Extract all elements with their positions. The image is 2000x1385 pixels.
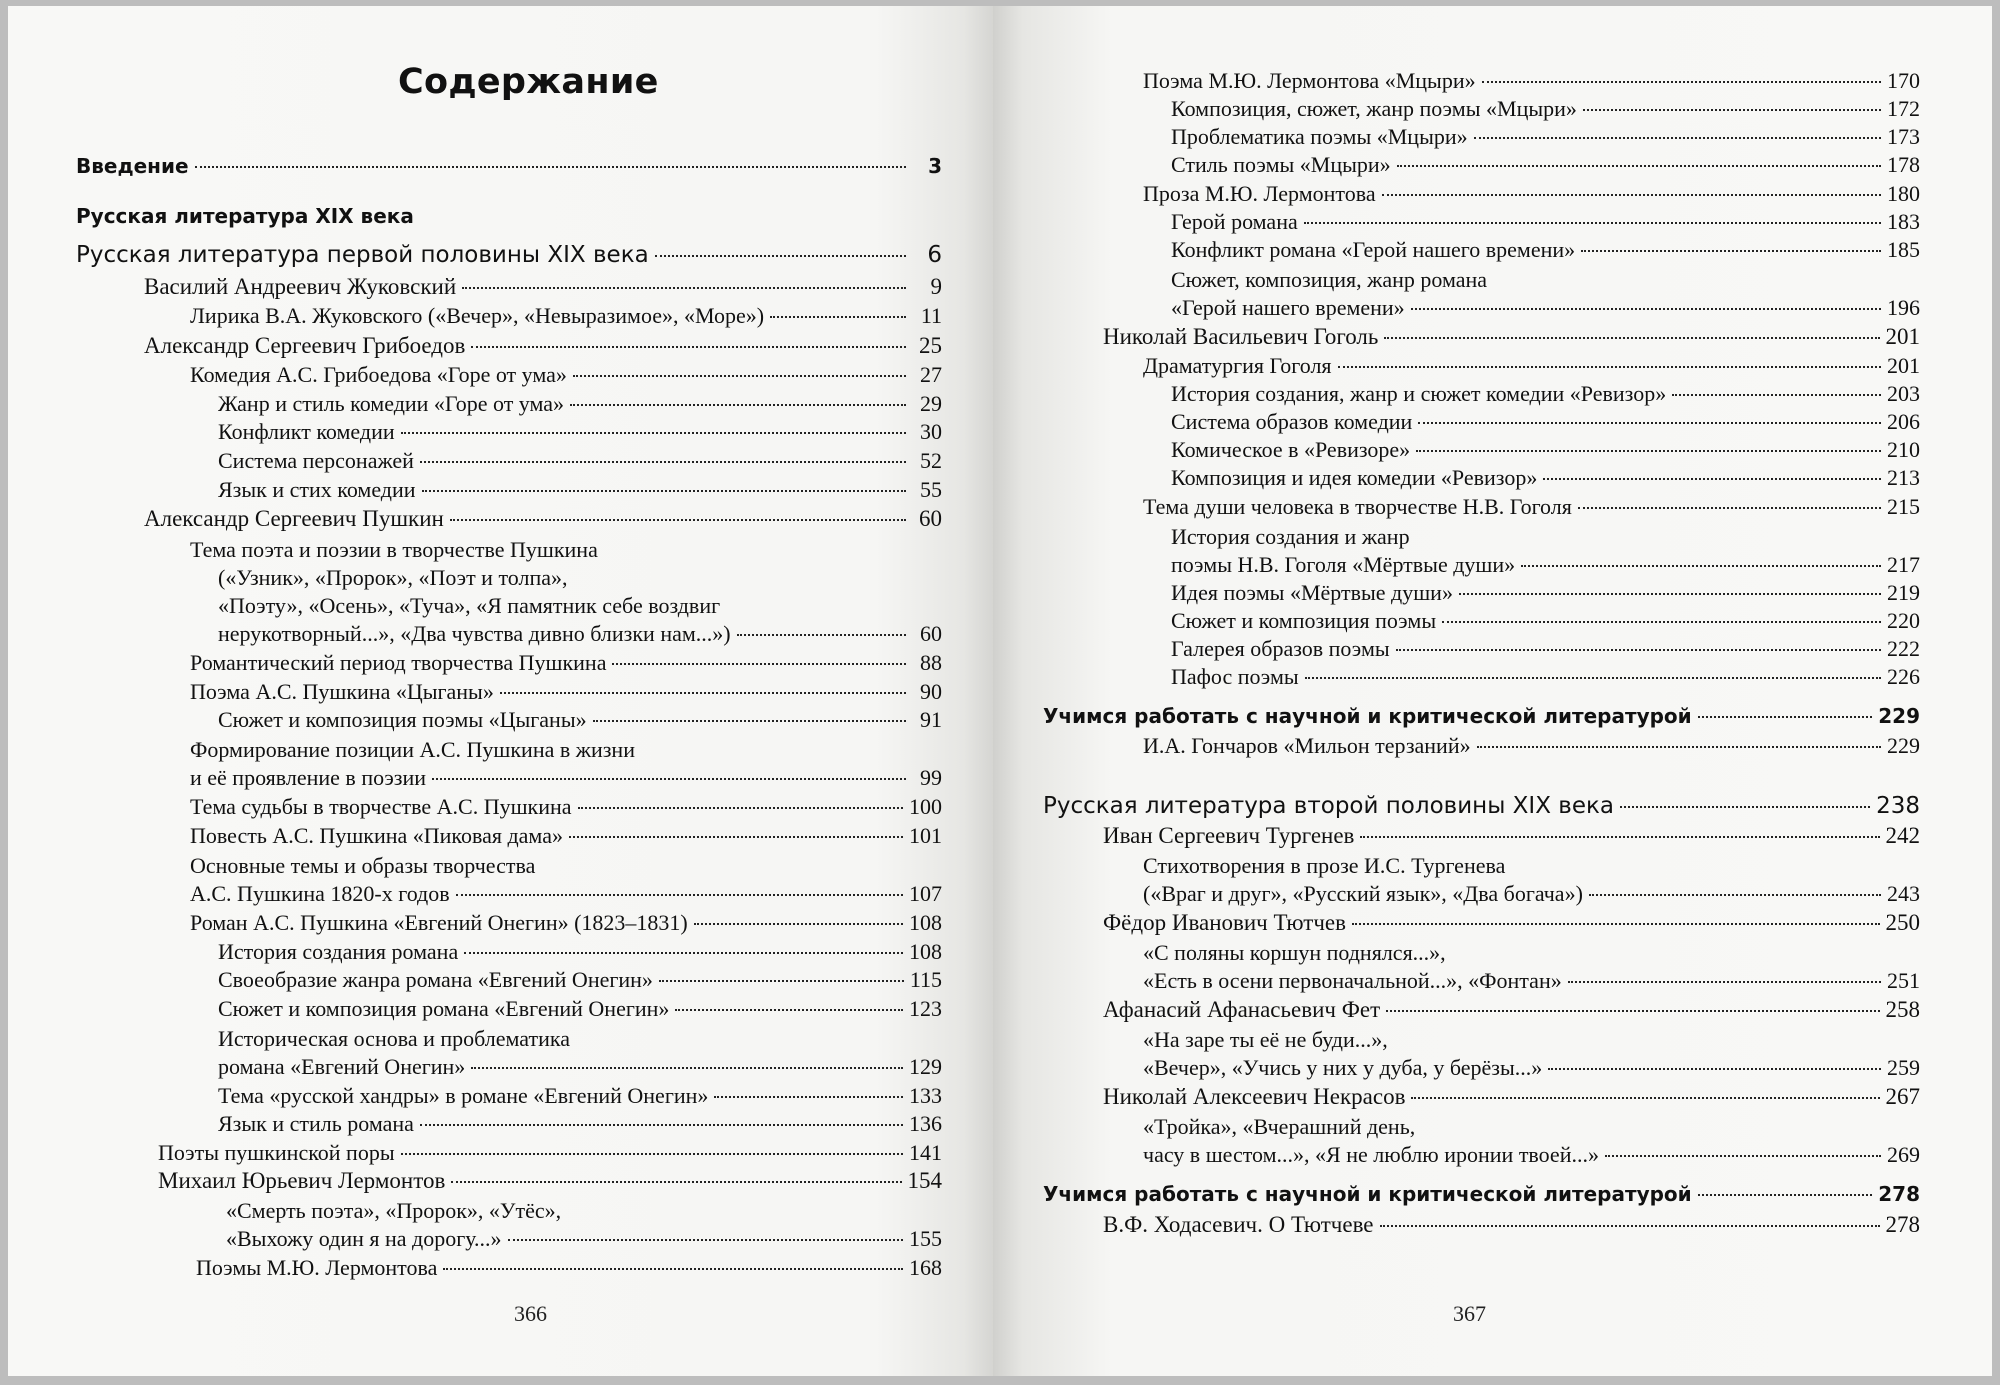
toc-label: «Герой нашего времени» xyxy=(1171,295,1405,320)
toc-page-number: 220 xyxy=(1887,608,1920,633)
leader-dots xyxy=(569,836,903,838)
toc-entry[interactable] xyxy=(218,1083,942,1109)
toc-label: Лирика В.А. Жуковского («Вечер», «Невыразимое», «Море») xyxy=(190,303,765,328)
toc-label: Введение xyxy=(76,154,189,178)
toc-label: Александр Сергеевич Пушкин xyxy=(144,506,444,531)
toc-page-number: 217 xyxy=(1887,552,1920,577)
toc-page-number: 27 xyxy=(920,362,942,387)
toc-label: Поэма М.Ю. Лермонтова «Мцыри» xyxy=(1143,68,1476,93)
toc-entry[interactable] xyxy=(218,996,942,1022)
toc-entry[interactable] xyxy=(218,477,942,503)
leader-dots xyxy=(1418,422,1881,424)
toc-page-number: 55 xyxy=(920,477,942,502)
leader-dots xyxy=(1698,716,1873,718)
toc-page-number: 52 xyxy=(920,448,942,473)
toc-page-number: 100 xyxy=(909,794,942,819)
toc-entry[interactable] xyxy=(1171,295,1920,321)
toc-page-number: 29 xyxy=(920,391,942,416)
toc-entry[interactable] xyxy=(1171,465,1920,491)
page-number-right: 367 xyxy=(1453,1301,1486,1326)
leader-dots xyxy=(508,1239,903,1241)
toc-label: романа «Евгений Онегин» xyxy=(218,1054,466,1079)
toc-entry[interactable] xyxy=(1143,494,1920,520)
toc-label: Учимся работать с научной и критической литературой xyxy=(1043,1182,1692,1206)
toc-entry[interactable] xyxy=(1143,353,1920,379)
leader-dots xyxy=(1620,806,1870,808)
leader-dots xyxy=(573,375,906,377)
leader-dots xyxy=(443,1268,903,1270)
toc-entry-turgenev[interactable] xyxy=(1103,823,1920,849)
leader-dots xyxy=(456,894,903,896)
leader-dots xyxy=(422,490,906,492)
toc-entry[interactable] xyxy=(1143,1055,1920,1081)
leader-dots xyxy=(1578,507,1881,509)
toc-page-number: 99 xyxy=(920,765,942,790)
toc-label: «Вечер», «Учись у них у дуба, у берёзы...» xyxy=(1143,1055,1543,1080)
toc-label: Тема души человека в творчестве Н.В. Гоголя xyxy=(1143,494,1572,519)
right-page xyxy=(993,6,1992,1376)
toc-label: «Есть в осени первоначальной...», «Фонтан» xyxy=(1143,968,1562,993)
toc-page-number: 91 xyxy=(920,707,942,732)
toc-label: Стиль поэмы «Мцыри» xyxy=(1171,152,1391,177)
toc-page-number: 206 xyxy=(1887,409,1920,434)
toc-page-number: 168 xyxy=(909,1255,942,1280)
leader-dots xyxy=(420,1124,903,1126)
toc-entry[interactable] xyxy=(218,939,942,965)
toc-page-number: 196 xyxy=(1887,295,1920,320)
toc-page-number: 229 xyxy=(1887,733,1920,758)
toc-entry-line: («Узник», «Пророк», «Поэт и толпа», xyxy=(218,565,568,590)
toc-entry[interactable] xyxy=(218,621,942,647)
toc-entry[interactable] xyxy=(1171,209,1920,235)
leader-dots xyxy=(1581,250,1881,252)
toc-entry-line: «Поэту», «Осень», «Туча», «Я памятник себе воздвиг xyxy=(218,593,721,618)
leader-dots xyxy=(1605,1155,1881,1157)
section-heading-19th-century: Русская литература XIX века xyxy=(76,204,414,228)
leader-dots xyxy=(612,663,906,665)
toc-page-number: 141 xyxy=(909,1140,942,1165)
toc-label: Своеобразие жанра романа «Евгений Онегин» xyxy=(218,967,653,992)
leader-dots xyxy=(450,519,906,521)
toc-label: Николай Васильевич Гоголь xyxy=(1103,324,1379,349)
toc-label: Романтический период творчества Пушкина xyxy=(190,650,607,675)
leader-dots xyxy=(432,778,906,780)
toc-label: нерукотворный...», «Два чувства дивно близки нам...») xyxy=(218,621,731,646)
toc-entry[interactable] xyxy=(1171,152,1920,178)
toc-label: Язык и стих комедии xyxy=(218,477,416,502)
toc-label: Повесть А.С. Пушкина «Пиковая дама» xyxy=(190,823,563,848)
leader-dots xyxy=(1411,1097,1879,1099)
leader-dots xyxy=(659,980,904,982)
toc-entry[interactable] xyxy=(1143,733,1920,759)
toc-page-number: 170 xyxy=(1887,68,1920,93)
toc-page-number: 9 xyxy=(930,274,942,299)
leader-dots xyxy=(500,692,906,694)
leader-dots xyxy=(1386,1010,1879,1012)
toc-label: Жанр и стиль комедии «Горе от ума» xyxy=(218,391,565,416)
toc-page-number: 3 xyxy=(928,154,942,178)
leader-dots xyxy=(1459,593,1881,595)
toc-entry-lermontov[interactable] xyxy=(158,1168,942,1194)
toc-label: Сюжет и композиция романа «Евгений Онегин» xyxy=(218,996,670,1021)
toc-label: Николай Алексеевич Некрасов xyxy=(1103,1084,1406,1109)
leader-dots xyxy=(578,807,903,809)
toc-entry-line: «На заре ты её не буди...», xyxy=(1143,1027,1388,1052)
leader-dots xyxy=(471,346,906,348)
left-page xyxy=(8,6,993,1376)
leader-dots xyxy=(1384,337,1879,339)
toc-page-number: 129 xyxy=(909,1054,942,1079)
toc-page-number: 201 xyxy=(1885,324,1920,349)
page-title: Содержание xyxy=(398,62,659,102)
toc-entry-introduction[interactable] xyxy=(76,154,942,178)
leader-dots xyxy=(1411,308,1881,310)
toc-label: Александр Сергеевич Грибоедов xyxy=(144,333,466,358)
toc-page-number: 173 xyxy=(1887,124,1920,149)
leader-dots xyxy=(1672,394,1881,396)
toc-entry[interactable] xyxy=(226,1226,942,1252)
toc-page-number: 251 xyxy=(1887,968,1920,993)
toc-page-number: 101 xyxy=(909,823,942,848)
toc-label: Поэма А.С. Пушкина «Цыганы» xyxy=(190,679,494,704)
toc-page-number: 183 xyxy=(1887,209,1920,234)
toc-label: Фёдор Иванович Тютчев xyxy=(1103,910,1346,935)
toc-page-number: 259 xyxy=(1887,1055,1920,1080)
toc-page-number: 178 xyxy=(1887,152,1920,177)
toc-page-number: 30 xyxy=(920,419,942,444)
toc-entry[interactable] xyxy=(1103,1212,1920,1238)
toc-page-number: 213 xyxy=(1887,465,1920,490)
toc-entry[interactable] xyxy=(1171,580,1920,606)
leader-dots xyxy=(714,1096,903,1098)
toc-page-number: 219 xyxy=(1887,580,1920,605)
toc-entry-critical-literature-2[interactable] xyxy=(1043,1182,1920,1206)
toc-page-number: 133 xyxy=(909,1083,942,1108)
toc-entry[interactable] xyxy=(190,362,942,388)
toc-label: Проза М.Ю. Лермонтова xyxy=(1143,181,1376,206)
toc-entry-line: «Тройка», «Вчерашний день, xyxy=(1143,1114,1416,1139)
toc-entry[interactable] xyxy=(1171,124,1920,150)
toc-page-number: 226 xyxy=(1887,664,1920,689)
toc-label: «Выхожу один я на дорогу...» xyxy=(226,1226,502,1251)
toc-label: Конфликт романа «Герой нашего времени» xyxy=(1171,237,1576,262)
leader-dots xyxy=(1382,194,1881,196)
leader-dots xyxy=(1352,923,1880,925)
leader-dots xyxy=(471,1067,903,1069)
toc-label: И.А. Гончаров «Мильон терзаний» xyxy=(1143,733,1471,758)
toc-page-number: 107 xyxy=(909,881,942,906)
toc-entry-griboedov[interactable] xyxy=(144,333,942,359)
toc-page-number: 136 xyxy=(909,1111,942,1136)
toc-label: Проблематика поэмы «Мцыри» xyxy=(1171,124,1468,149)
book-spread xyxy=(8,6,1992,1376)
leader-dots xyxy=(1305,677,1881,679)
toc-label: История создания романа xyxy=(218,939,459,964)
toc-page-number: 267 xyxy=(1885,1084,1920,1109)
toc-label: поэмы Н.В. Гоголя «Мёртвые души» xyxy=(1171,552,1516,577)
toc-page-number: 123 xyxy=(909,996,942,1021)
leader-dots xyxy=(1360,836,1879,838)
toc-entry[interactable] xyxy=(196,1255,942,1281)
toc-entry[interactable] xyxy=(158,1140,942,1166)
toc-entry[interactable] xyxy=(218,967,942,993)
toc-page-number: 115 xyxy=(909,967,942,992)
toc-label: Василий Андреевич Жуковский xyxy=(144,274,457,299)
toc-entry-line: Формирование позиции А.С. Пушкина в жизни xyxy=(190,737,635,762)
toc-entry[interactable] xyxy=(218,1111,942,1137)
toc-page-number: 108 xyxy=(909,910,942,935)
toc-label: Сюжет и композиция поэмы «Цыганы» xyxy=(218,707,587,732)
toc-page-number: 155 xyxy=(909,1226,942,1251)
toc-page-number: 25 xyxy=(919,333,942,358)
toc-entry[interactable] xyxy=(1143,1142,1920,1168)
leader-dots xyxy=(675,1009,903,1011)
toc-entry-second-half-19th[interactable] xyxy=(1043,793,1920,819)
leader-dots xyxy=(1397,165,1881,167)
toc-page-number: 88 xyxy=(920,650,942,675)
toc-label: Язык и стиль романа xyxy=(218,1111,414,1136)
toc-entry[interactable] xyxy=(190,765,942,791)
toc-entry-line: История создания и жанр xyxy=(1171,524,1410,549)
toc-page-number: 60 xyxy=(920,621,942,646)
toc-entry-line: Историческая основа и проблематика xyxy=(218,1026,570,1051)
toc-page-number: 243 xyxy=(1887,881,1920,906)
toc-entry[interactable] xyxy=(1143,181,1920,207)
toc-entry[interactable] xyxy=(1143,68,1920,94)
toc-entry[interactable] xyxy=(1171,437,1920,463)
toc-label: Сюжет и композиция поэмы xyxy=(1171,608,1437,633)
leader-dots xyxy=(195,166,906,168)
toc-page-number: 154 xyxy=(907,1168,942,1193)
toc-page-number: 11 xyxy=(920,303,942,328)
leader-dots xyxy=(737,634,906,636)
toc-entry[interactable] xyxy=(1171,381,1920,407)
toc-entry-tyutchev[interactable] xyxy=(1103,910,1920,936)
toc-page-number: 172 xyxy=(1887,96,1920,121)
toc-entry[interactable] xyxy=(1171,96,1920,122)
toc-label: Композиция, сюжет, жанр поэмы «Мцыри» xyxy=(1171,96,1577,121)
toc-entry[interactable] xyxy=(1171,636,1920,662)
toc-entry[interactable] xyxy=(190,823,942,849)
toc-entry-line: Основные темы и образы творчества xyxy=(190,853,536,878)
toc-label: Конфликт комедии xyxy=(218,419,395,444)
toc-label: Драматургия Гоголя xyxy=(1143,353,1332,378)
toc-label: А.С. Пушкина 1820-х годов xyxy=(190,881,450,906)
leader-dots xyxy=(1521,565,1881,567)
toc-label: Поэмы М.Ю. Лермонтова xyxy=(196,1255,438,1280)
toc-label: Композиция и идея комедии «Ревизор» xyxy=(1171,465,1538,490)
page-number-left: 366 xyxy=(514,1301,547,1326)
toc-entry-line: «Смерть поэта», «Пророк», «Утёс», xyxy=(226,1198,562,1223)
toc-label: Система образов комедии xyxy=(1171,409,1413,434)
leader-dots xyxy=(1477,746,1881,748)
toc-entry-nekrasov[interactable] xyxy=(1103,1084,1920,1110)
leader-dots xyxy=(1474,137,1881,139)
toc-page-number: 180 xyxy=(1887,181,1920,206)
toc-entry[interactable] xyxy=(190,794,942,820)
toc-entry-line: Сюжет, композиция, жанр романа xyxy=(1171,267,1488,292)
leader-dots xyxy=(1442,621,1881,623)
toc-page-number: 238 xyxy=(1876,793,1920,819)
leader-dots xyxy=(1548,1068,1881,1070)
toc-label: Комедия А.С. Грибоедова «Горе от ума» xyxy=(190,362,567,387)
toc-page-number: 203 xyxy=(1887,381,1920,406)
toc-entry[interactable] xyxy=(218,448,942,474)
toc-entry-gogol[interactable] xyxy=(1103,324,1920,350)
toc-label: Тема «русской хандры» в романе «Евгений Онегин» xyxy=(218,1083,709,1108)
toc-entry[interactable] xyxy=(190,650,942,676)
toc-entry[interactable] xyxy=(1143,968,1920,994)
toc-page-number: 250 xyxy=(1885,910,1920,935)
toc-entry[interactable] xyxy=(1171,664,1920,690)
toc-page-number: 278 xyxy=(1878,1182,1920,1206)
toc-page-number: 201 xyxy=(1887,353,1920,378)
toc-page-number: 278 xyxy=(1885,1212,1920,1237)
toc-page-number: 258 xyxy=(1885,997,1920,1022)
toc-label: («Враг и друг», «Русский язык», «Два богача») xyxy=(1143,881,1583,906)
toc-label: Тема судьбы в творчестве А.С. Пушкина xyxy=(190,794,572,819)
toc-label: часу в шестом...», «Я не люблю иронии твоей...» xyxy=(1143,1142,1599,1167)
toc-page-number: 108 xyxy=(909,939,942,964)
toc-entry-line: Тема поэта и поэзии в творчестве Пушкина xyxy=(190,537,598,562)
toc-entry[interactable] xyxy=(1171,237,1920,263)
toc-entry[interactable] xyxy=(190,910,942,936)
toc-entry[interactable] xyxy=(218,391,942,417)
leader-dots xyxy=(1416,450,1881,452)
leader-dots xyxy=(655,255,906,257)
toc-entry-line: Стихотворения в прозе И.С. Тургенева xyxy=(1143,853,1506,878)
toc-page-number: 90 xyxy=(920,679,942,704)
leader-dots xyxy=(1380,1225,1880,1227)
toc-label: История создания, жанр и сюжет комедии «Ревизор» xyxy=(1171,381,1667,406)
toc-page-number: 269 xyxy=(1887,1142,1920,1167)
toc-entry[interactable] xyxy=(1143,881,1920,907)
leader-dots xyxy=(401,432,906,434)
toc-label: В.Ф. Ходасевич. О Тютчеве xyxy=(1103,1212,1374,1237)
toc-entry[interactable] xyxy=(1171,608,1920,634)
toc-label: Роман А.С. Пушкина «Евгений Онегин» (1823–1831) xyxy=(190,910,688,935)
toc-label: Иван Сергеевич Тургенев xyxy=(1103,823,1355,848)
toc-page-number: 185 xyxy=(1887,237,1920,262)
toc-label: Герой романа xyxy=(1171,209,1298,234)
leader-dots xyxy=(1583,109,1881,111)
toc-page-number: 6 xyxy=(927,242,942,268)
toc-page-number: 215 xyxy=(1887,494,1920,519)
leader-dots xyxy=(1568,981,1881,983)
toc-page-number: 242 xyxy=(1885,823,1920,848)
leader-dots xyxy=(451,1181,901,1183)
toc-entry[interactable] xyxy=(1171,409,1920,435)
toc-entry[interactable] xyxy=(218,707,942,733)
toc-entry[interactable] xyxy=(218,1054,942,1080)
leader-dots xyxy=(1589,894,1881,896)
toc-entry-fet[interactable] xyxy=(1103,997,1920,1023)
leader-dots xyxy=(1396,649,1881,651)
toc-page-number: 60 xyxy=(919,506,942,531)
toc-label: Русская литература второй половины XIX века xyxy=(1043,793,1614,819)
leader-dots xyxy=(464,952,903,954)
toc-label: Поэты пушкинской поры xyxy=(158,1140,395,1165)
toc-entry[interactable] xyxy=(190,881,942,907)
toc-label: Галерея образов поэмы xyxy=(1171,636,1390,661)
leader-dots xyxy=(1698,1194,1873,1196)
toc-page-number: 222 xyxy=(1887,636,1920,661)
toc-label: Русская литература первой половины XIX века xyxy=(76,242,649,268)
leader-dots xyxy=(694,923,903,925)
toc-entry[interactable] xyxy=(190,679,942,705)
toc-label: Учимся работать с научной и критической литературой xyxy=(1043,704,1692,728)
leader-dots xyxy=(1543,478,1881,480)
toc-label: Пафос поэмы xyxy=(1171,664,1299,689)
leader-dots xyxy=(1304,222,1881,224)
toc-entry-line: «С поляны коршун поднялся...», xyxy=(1143,940,1446,965)
toc-entry-zhukovsky[interactable] xyxy=(144,274,942,300)
toc-entry-critical-literature[interactable] xyxy=(1043,704,1920,728)
toc-entry[interactable] xyxy=(190,303,942,329)
leader-dots xyxy=(1338,366,1881,368)
toc-label: и её проявление в поэзии xyxy=(190,765,427,790)
leader-dots xyxy=(462,287,906,289)
toc-entry[interactable] xyxy=(218,419,942,445)
toc-label: Михаил Юрьевич Лермонтов xyxy=(158,1168,446,1193)
toc-entry[interactable] xyxy=(1171,552,1920,578)
leader-dots xyxy=(1482,81,1881,83)
toc-page-number: 210 xyxy=(1887,437,1920,462)
leader-dots xyxy=(420,461,906,463)
toc-label: Комическое в «Ревизоре» xyxy=(1171,437,1411,462)
leader-dots xyxy=(593,720,906,722)
leader-dots xyxy=(770,316,906,318)
leader-dots xyxy=(401,1153,903,1155)
toc-label: Система персонажей xyxy=(218,448,414,473)
toc-label: Афанасий Афанасьевич Фет xyxy=(1103,997,1381,1022)
toc-entry-pushkin[interactable] xyxy=(144,506,942,532)
leader-dots xyxy=(570,404,906,406)
toc-page-number: 229 xyxy=(1878,704,1920,728)
toc-label: Идея поэмы «Мёртвые души» xyxy=(1171,580,1453,605)
toc-entry-first-half-19th[interactable] xyxy=(76,242,942,268)
